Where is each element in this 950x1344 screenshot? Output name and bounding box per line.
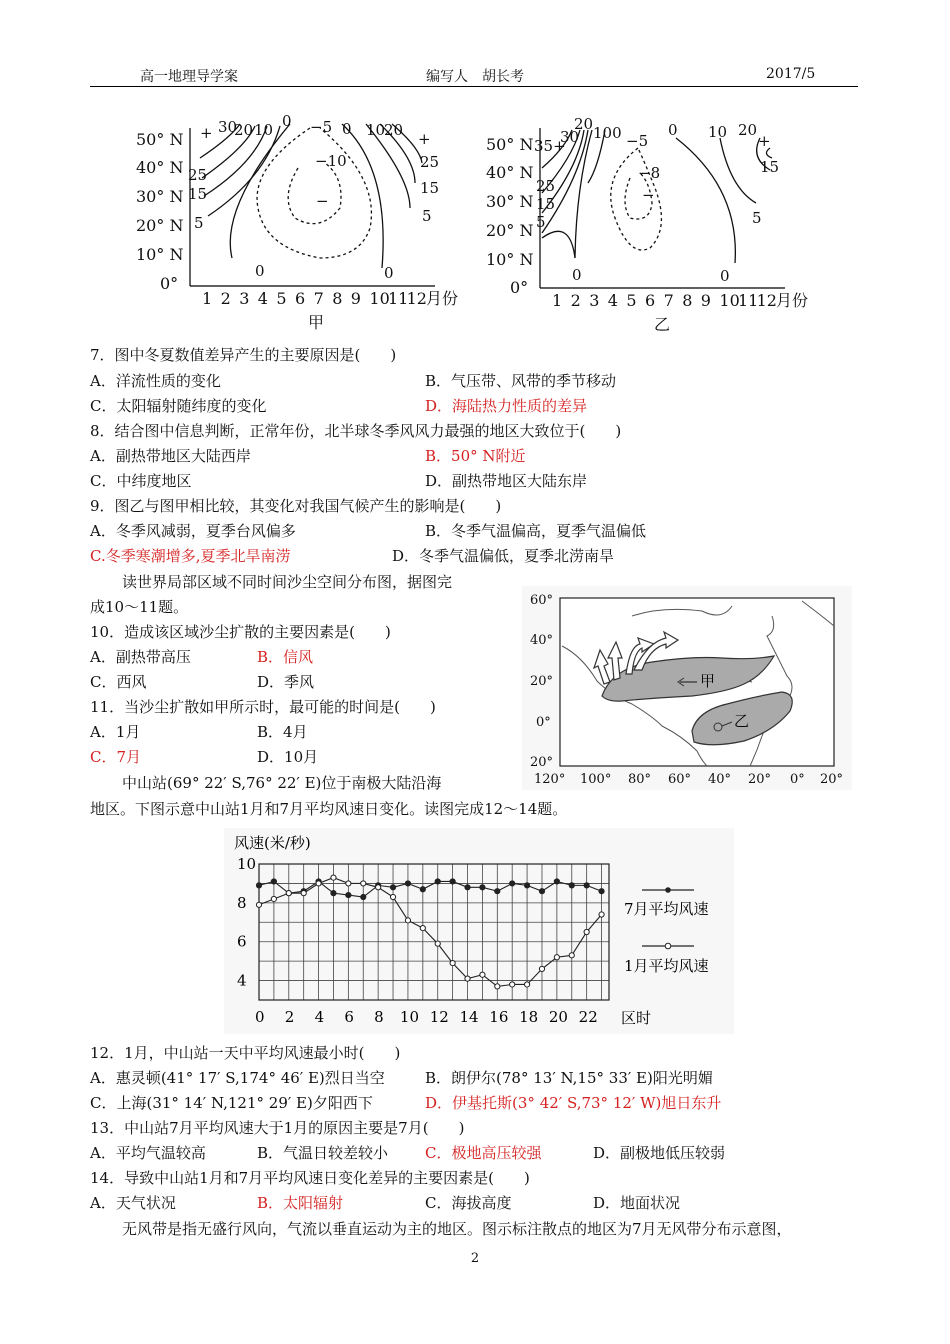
q14-option-c: C．海拔高度 bbox=[425, 1194, 512, 1212]
page-number: 2 bbox=[470, 1251, 480, 1266]
header-right: 2017/5 bbox=[766, 66, 816, 82]
y-axis-title: 风速(米/秒) bbox=[234, 834, 311, 852]
region-label-jia: 甲 bbox=[700, 672, 716, 690]
isoline-label: 5 bbox=[194, 214, 204, 232]
data-point bbox=[539, 966, 544, 971]
y-ticks-yi bbox=[486, 135, 533, 297]
header-center: 编写人 胡长考 bbox=[426, 69, 524, 85]
isoline-label: −5 bbox=[626, 132, 649, 150]
q12-option-d: D．伊基托斯(3° 42′ S,73° 12′ W)旭日东升 bbox=[425, 1094, 722, 1112]
data-point bbox=[465, 976, 470, 981]
q11-option-b: B．4月 bbox=[257, 723, 308, 741]
x-tick-label: 10 bbox=[399, 1008, 420, 1026]
lon-label: 100° bbox=[580, 772, 612, 787]
isoline-label: −10 bbox=[315, 152, 347, 170]
q8-option-c: C．中纬度地区 bbox=[90, 472, 192, 490]
intro12-line1: 中山站(69° 22′ S,76° 22′ E)位于南极大陆沿海 bbox=[122, 774, 442, 792]
x-tick: 9 bbox=[700, 291, 711, 310]
data-point bbox=[376, 885, 381, 890]
x-tick-label: 14 bbox=[459, 1008, 479, 1026]
y-tick: 50° N bbox=[486, 135, 534, 154]
lon-label: 80° bbox=[628, 772, 652, 787]
data-point bbox=[361, 881, 366, 886]
y-tick: 50° N bbox=[136, 130, 184, 149]
isoline-label: 15 bbox=[760, 158, 780, 176]
data-point bbox=[584, 929, 589, 934]
isoline-label: 100 bbox=[593, 124, 622, 142]
x-tick: 4 bbox=[257, 289, 268, 308]
y-ticks-jia bbox=[136, 130, 183, 293]
data-point bbox=[599, 889, 604, 894]
data-point bbox=[584, 883, 589, 888]
q7-option-d: D．海陆热力性质的差异 bbox=[425, 397, 588, 415]
data-point bbox=[405, 918, 410, 923]
x-tick-label: 2 bbox=[284, 1008, 295, 1026]
header-left: 高一地理导学案 bbox=[140, 69, 238, 85]
y-tick: 40° N bbox=[136, 158, 184, 177]
x-tick-label: 8 bbox=[374, 1008, 384, 1026]
data-point bbox=[420, 887, 425, 892]
x-tick-label: 16 bbox=[489, 1008, 509, 1026]
region-label-yi: 乙 bbox=[734, 712, 750, 730]
q12-option-a: A．惠灵顿(41° 17′ S,174° 46′ E)烈日当空 bbox=[90, 1069, 385, 1087]
x-tick: 11 bbox=[388, 289, 409, 308]
lat-label: 60° bbox=[530, 593, 554, 608]
data-point bbox=[480, 885, 485, 890]
page-header bbox=[90, 64, 858, 87]
isoline-label: 35+ bbox=[534, 137, 566, 155]
data-point bbox=[271, 896, 276, 901]
isoline-label: + bbox=[758, 132, 771, 150]
data-point bbox=[495, 889, 500, 894]
wind-speed-chart bbox=[224, 828, 734, 1034]
data-point bbox=[390, 894, 395, 899]
dust-map bbox=[522, 586, 852, 790]
x-tick-label: 22 bbox=[578, 1008, 598, 1026]
y-tick: 30° N bbox=[486, 192, 534, 211]
isoline-labels-jia bbox=[188, 112, 439, 282]
intro12-line2: 地区。下图示意中山站1月和7月平均风速日变化。读图完成12～14题。 bbox=[90, 800, 568, 818]
x-tick-label: 18 bbox=[519, 1008, 539, 1026]
isoline-label: + bbox=[418, 130, 431, 148]
q11-option-a: A．1月 bbox=[90, 723, 141, 741]
y-tick-label: 4 bbox=[237, 971, 247, 990]
x-tick: 3 bbox=[239, 289, 250, 308]
data-point bbox=[405, 881, 410, 886]
x-tick: 2 bbox=[220, 289, 231, 308]
data-point bbox=[435, 879, 440, 884]
q7-stem: 7．图中冬夏数值差异产生的主要原因是( ) bbox=[90, 346, 397, 364]
isoline-figure bbox=[130, 108, 820, 338]
last-paragraph: 无风带是指无盛行风向，气流以垂直运动为主的地区。图示标注散点的地区为7月无风带分布示意图， bbox=[122, 1220, 792, 1238]
q14-option-d: D．地面状况 bbox=[593, 1194, 681, 1212]
lat-label: 20° bbox=[530, 755, 554, 770]
lon-label: 0° bbox=[790, 772, 805, 787]
data-point bbox=[524, 883, 529, 888]
x-tick: 5 bbox=[626, 291, 637, 310]
q7-option-a: A．洋流性质的变化 bbox=[90, 372, 221, 390]
isoline-label: 0 bbox=[572, 266, 582, 284]
x-tick: 10 bbox=[719, 291, 740, 310]
lon-label: 20° bbox=[748, 772, 772, 787]
x-tick-label: 4 bbox=[314, 1008, 325, 1026]
data-point bbox=[569, 953, 574, 958]
isoline-chart-jia bbox=[136, 112, 458, 332]
map-lon-labels bbox=[534, 772, 843, 787]
q9-option-d: D．冬季气温偏低，夏季北涝南旱 bbox=[392, 547, 615, 565]
legend-marker-july bbox=[665, 887, 671, 893]
isoline-label: 15 bbox=[536, 195, 556, 213]
data-point bbox=[554, 955, 559, 960]
isoline-labels-yi bbox=[534, 115, 779, 285]
q10-option-b: B．信风 bbox=[257, 648, 314, 666]
q14-option-b: B．太阳辐射 bbox=[257, 1194, 344, 1212]
x-tick: 1 bbox=[552, 291, 563, 310]
isoline-label: 0 bbox=[342, 120, 352, 138]
q8-option-b: B．50° N附近 bbox=[425, 447, 526, 465]
q10-option-d: D．季风 bbox=[257, 673, 315, 691]
y-tick-label: 8 bbox=[237, 893, 247, 912]
isoline-label: 10 bbox=[708, 123, 728, 141]
isoline-label: 15 bbox=[188, 185, 208, 203]
data-point bbox=[256, 883, 261, 888]
x-tick-label: 20 bbox=[548, 1008, 568, 1026]
isoline-label: 25 bbox=[188, 166, 208, 184]
x-tick: 12 bbox=[406, 289, 427, 308]
lon-label: 40° bbox=[708, 772, 732, 787]
x-tick-label: 12 bbox=[429, 1008, 449, 1026]
y-tick-label: 10 bbox=[237, 855, 257, 873]
isoline-label: −5 bbox=[310, 118, 333, 136]
isoline-chart-yi bbox=[486, 115, 808, 334]
data-point bbox=[420, 926, 425, 931]
x-tick: 7 bbox=[663, 291, 674, 310]
data-point bbox=[301, 891, 306, 896]
lon-label: 20° bbox=[820, 772, 844, 787]
q12-stem: 12．1月，中山站一天中平均风速最小时( ) bbox=[90, 1044, 401, 1062]
x-unit: 月份 bbox=[426, 289, 459, 308]
data-point bbox=[450, 960, 455, 965]
q10-option-a: A．副热带高压 bbox=[90, 648, 191, 666]
q12-option-c: C．上海(31° 14′ N,121° 29′ E)夕阳西下 bbox=[90, 1094, 373, 1112]
data-point bbox=[510, 881, 515, 886]
data-point bbox=[524, 982, 529, 987]
caption-yi: 乙 bbox=[654, 315, 671, 334]
q8-option-d: D．副热带地区大陆东岸 bbox=[425, 472, 588, 490]
x-tick: 6 bbox=[295, 289, 306, 308]
isoline-label: 25 bbox=[420, 153, 440, 171]
q7-option-b: B．气压带、风带的季节移动 bbox=[425, 372, 617, 390]
x-tick: 2 bbox=[570, 291, 581, 310]
isoline-label: 20 bbox=[384, 121, 404, 139]
isoline-label: 10 bbox=[254, 121, 274, 139]
y-tick: 20° N bbox=[486, 221, 534, 240]
lat-label: 0° bbox=[536, 715, 551, 730]
isoline-label: 15 bbox=[420, 179, 440, 197]
lat-label: 20° bbox=[530, 674, 554, 689]
data-point bbox=[435, 941, 440, 946]
q8-stem: 8．结合图中信息判断，正常年份，北半球冬季风风力最强的地区大致位于( ) bbox=[90, 422, 622, 440]
isoline-label: 20 bbox=[574, 115, 594, 133]
data-point bbox=[346, 892, 351, 897]
legend-label-jan: 1月平均风速 bbox=[624, 957, 709, 975]
q13-stem: 13．中山站7月平均风速大于1月的原因主要是7月( ) bbox=[90, 1119, 465, 1137]
x-tick: 6 bbox=[645, 291, 656, 310]
q14-stem: 14．导致中山站1月和7月平均风速日变化差异的主要因素是( ) bbox=[90, 1169, 530, 1187]
x-ticks-yi bbox=[552, 291, 777, 310]
x-unit: 月份 bbox=[776, 291, 809, 310]
q13-option-a: A．平均气温较高 bbox=[90, 1144, 206, 1162]
x-tick-label: 0 bbox=[255, 1008, 265, 1026]
data-point bbox=[331, 891, 336, 896]
x-tick: 8 bbox=[332, 289, 343, 308]
isoline-label: 0 bbox=[384, 264, 394, 282]
q9-option-c: C.冬季寒潮增多,夏季北旱南涝 bbox=[90, 547, 291, 565]
isoline-label: 5 bbox=[752, 209, 762, 227]
x-tick: 11 bbox=[738, 291, 759, 310]
lat-label: 40° bbox=[530, 633, 554, 648]
x-tick-label: 6 bbox=[344, 1008, 354, 1026]
isoline-label: −8 bbox=[638, 164, 661, 182]
isoline-label: − bbox=[316, 192, 329, 210]
data-point bbox=[465, 885, 470, 890]
y-tick: 0° bbox=[510, 278, 529, 297]
q12-option-b: B．朗伊尔(78° 13′ N,15° 33′ E)阳光明媚 bbox=[425, 1069, 713, 1087]
y-tick: 10° N bbox=[486, 250, 534, 269]
caption-jia: 甲 bbox=[308, 313, 325, 332]
x-axis-title: 区时 bbox=[621, 1009, 652, 1027]
y-tick: 0° bbox=[160, 274, 179, 293]
isoline-label: 30 bbox=[560, 128, 580, 146]
x-tick: 3 bbox=[589, 291, 600, 310]
data-point bbox=[361, 894, 366, 899]
isoline-label: 10 bbox=[366, 121, 386, 139]
isoline-label: 20 bbox=[738, 121, 758, 139]
data-point bbox=[286, 891, 291, 896]
q11-option-c: C．7月 bbox=[90, 748, 142, 766]
isoline-label: 0 bbox=[282, 112, 292, 130]
q14-option-a: A．天气状况 bbox=[90, 1194, 176, 1212]
q8-option-a: A．副热带地区大陆西岸 bbox=[90, 447, 251, 465]
intro10-line2: 成10～11题。 bbox=[90, 598, 189, 616]
data-point bbox=[539, 889, 544, 894]
isoline-label: 5 bbox=[536, 213, 546, 231]
data-point bbox=[510, 982, 515, 987]
data-point bbox=[256, 902, 261, 907]
legend-marker-jan bbox=[665, 943, 671, 949]
data-point bbox=[450, 879, 455, 884]
q11-option-d: D．10月 bbox=[257, 748, 319, 766]
q7-option-c: C．太阳辐射随纬度的变化 bbox=[90, 397, 267, 415]
q11-stem: 11．当沙尘扩散如甲所示时，最可能的时间是( ) bbox=[90, 698, 436, 716]
x-tick: 7 bbox=[313, 289, 324, 308]
isoline-label: 0 bbox=[255, 262, 265, 280]
data-point bbox=[331, 875, 336, 880]
legend-label-july: 7月平均风速 bbox=[624, 900, 709, 918]
x-tick: 10 bbox=[369, 289, 390, 308]
x-tick: 1 bbox=[202, 289, 213, 308]
q13-option-d: D．副极地低压较弱 bbox=[593, 1144, 726, 1162]
x-tick: 9 bbox=[350, 289, 361, 308]
isoline-label: + bbox=[200, 124, 213, 142]
isoline-label: 20 bbox=[234, 121, 254, 139]
isoline-label: 5 bbox=[422, 207, 432, 225]
isoline-label: 0 bbox=[668, 121, 678, 139]
y-tick: 30° N bbox=[136, 187, 184, 206]
isoline-label: 0 bbox=[720, 267, 730, 285]
q10-option-c: C．西风 bbox=[90, 673, 147, 691]
data-point bbox=[554, 879, 559, 884]
q9-stem: 9．图乙与图甲相比较，其变化对我国气候产生的影响是( ) bbox=[90, 497, 502, 515]
isoline-label: 30 bbox=[218, 118, 238, 136]
data-point bbox=[346, 881, 351, 886]
lon-label: 60° bbox=[668, 772, 692, 787]
data-point bbox=[390, 885, 395, 890]
data-point bbox=[569, 883, 574, 888]
x-tick: 4 bbox=[607, 291, 618, 310]
x-tick: 12 bbox=[756, 291, 777, 310]
data-point bbox=[495, 984, 500, 989]
y-tick: 20° N bbox=[136, 216, 184, 235]
q13-option-b: B．气温日较差较小 bbox=[257, 1144, 389, 1162]
intro10-line1: 读世界局部区域不同时间沙尘空间分布图，据图完 bbox=[122, 573, 453, 591]
data-point bbox=[480, 972, 485, 977]
lon-label: 120° bbox=[534, 772, 566, 787]
y-tick: 10° N bbox=[136, 245, 184, 264]
x-tick: 8 bbox=[682, 291, 693, 310]
data-point bbox=[316, 881, 321, 886]
y-tick: 40° N bbox=[486, 163, 534, 182]
x-ticks-jia bbox=[202, 289, 427, 308]
q10-stem: 10．造成该区域沙尘扩散的主要因素是( ) bbox=[90, 623, 391, 641]
q13-option-c: C．极地高压较强 bbox=[425, 1144, 542, 1162]
y-tick-label: 6 bbox=[237, 932, 247, 951]
q9-option-a: A．冬季风减弱，夏季台风偏多 bbox=[90, 522, 296, 540]
x-tick: 5 bbox=[276, 289, 287, 308]
data-point bbox=[599, 912, 604, 917]
isoline-label: − bbox=[642, 186, 655, 204]
data-point bbox=[271, 879, 276, 884]
q9-option-b: B．冬季气温偏高，夏季气温偏低 bbox=[425, 522, 647, 540]
isoline-label: 25 bbox=[536, 177, 556, 195]
